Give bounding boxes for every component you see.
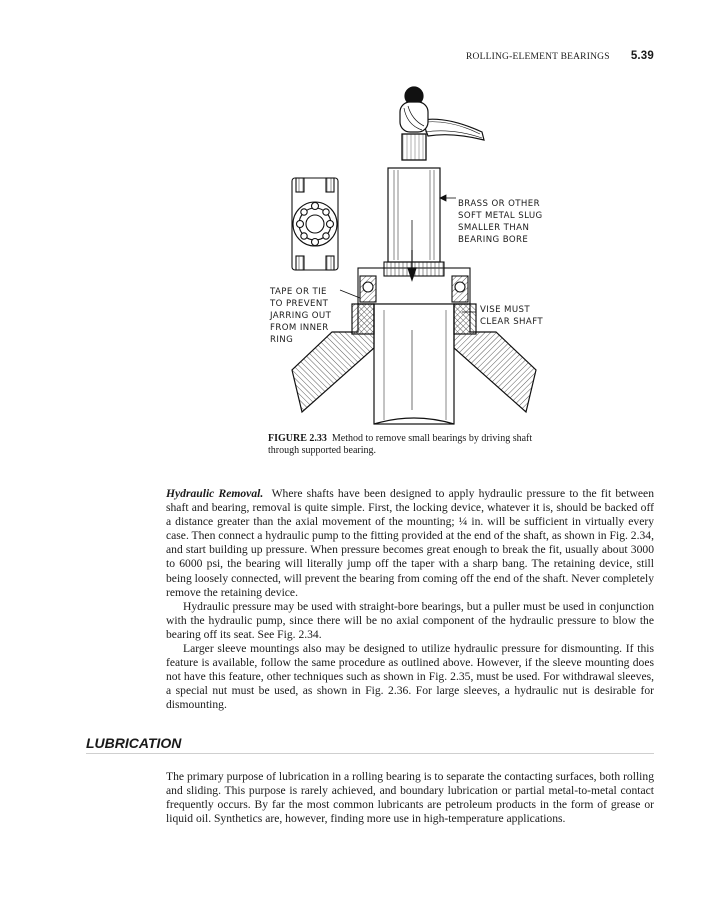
svg-text:BRASS OR OTHER: BRASS OR OTHER [458,199,540,209]
bearing-removal-illustration [262,80,562,430]
figure-caption-label: FIGURE 2.33 [268,433,327,444]
hydraulic-paragraph-1 [166,487,654,600]
svg-text:CLEAR SHAFT: CLEAR SHAFT [480,317,544,327]
hammer-icon [400,87,484,160]
svg-text:SOFT METAL SLUG: SOFT METAL SLUG [458,211,543,221]
section-heading-lubrication: LUBRICATION [86,735,182,751]
hydraulic-paragraph-2: Hydraulic pressure may be used with straight-bore bearings, but a puller must be used in conjunction with the hydraulic pump, since there will be no axial component of the hydraulic pressure to blow the bearing off its seat. See Fig. 2.34. [166,599,654,641]
section-divider [86,753,654,754]
figure-caption [268,433,556,457]
svg-text:JARRING OUT: JARRING OUT [270,311,332,321]
brass-slug [388,168,440,262]
svg-text:BEARING BORE: BEARING BORE [458,235,529,245]
label-slug [458,199,543,245]
svg-text:VISE MUST: VISE MUST [480,305,531,315]
hydraulic-removal-section [166,487,654,713]
svg-text:FROM INNER: FROM INNER [270,323,329,333]
bearing-inset [292,178,338,270]
figure-caption-text: Method to remove small bearings by driving shaft through supported bearing. [268,433,533,456]
running-head-title: ROLLING-ELEMENT BEARINGS [466,52,610,62]
lubrication-section [166,770,654,826]
label-tape [269,287,332,345]
runin-heading: Hydraulic Removal. [166,487,264,500]
svg-text:SMALLER THAN: SMALLER THAN [458,223,530,233]
page-number: 5.39 [630,50,654,62]
hydraulic-paragraph-1-text: Where shafts have been designed to apply hydraulic pressure to the fit between shaft and bearing, removal is quite simple. First, the locking device, whatever it is, should be backed off a distance greater than the axial movement of the mounting; ¼ in. will be sufficient in virtually every case. Then connect a hydraulic pump to the fitting provided at the end of the shaft, as shown in Fig. 2.34, and start building up pressure. When pressure becomes great enough to break the fit, usually about 3000 to 6000 psi, the bearing will literally jump off the taper with a sharp bang. The retaining device, still being loosely connected, will prevent the bearing from coming off the end of the shaft. Never completely remove the retaining device. [166,487,654,599]
lubrication-paragraph-1: The primary purpose of lubrication in a rolling bearing is to separate the contacting surfaces, both rolling and sliding. This purpose is rarely achieved, and boundary lubrication or partial metal-to-metal contact frequently occurs. By far the most common lubricants are petroleum products in the form of grease or liquid oil. Synthetics are, however, finding more use in high-temperature applications. [166,770,654,826]
label-vise [480,305,543,327]
hydraulic-paragraph-3: Larger sleeve mountings also may be designed to utilize hydraulic pressure for dismounting. If this feature is available, follow the same procedure as outlined above. However, if the sleeve mounting does not have this feature, other techniques such as shown in Fig. 2.35, must be used. For withdrawal sleeves, a special nut must be used, as shown in Fig. 2.36. For large sleeves, a hydraulic nut is desirable for dismounting. [166,642,654,712]
figure-2-33 [262,80,562,430]
svg-text:RING: RING [270,335,294,345]
svg-text:TO PREVENT: TO PREVENT [270,299,329,309]
svg-text:TAPE OR TIE: TAPE OR TIE [270,287,327,297]
